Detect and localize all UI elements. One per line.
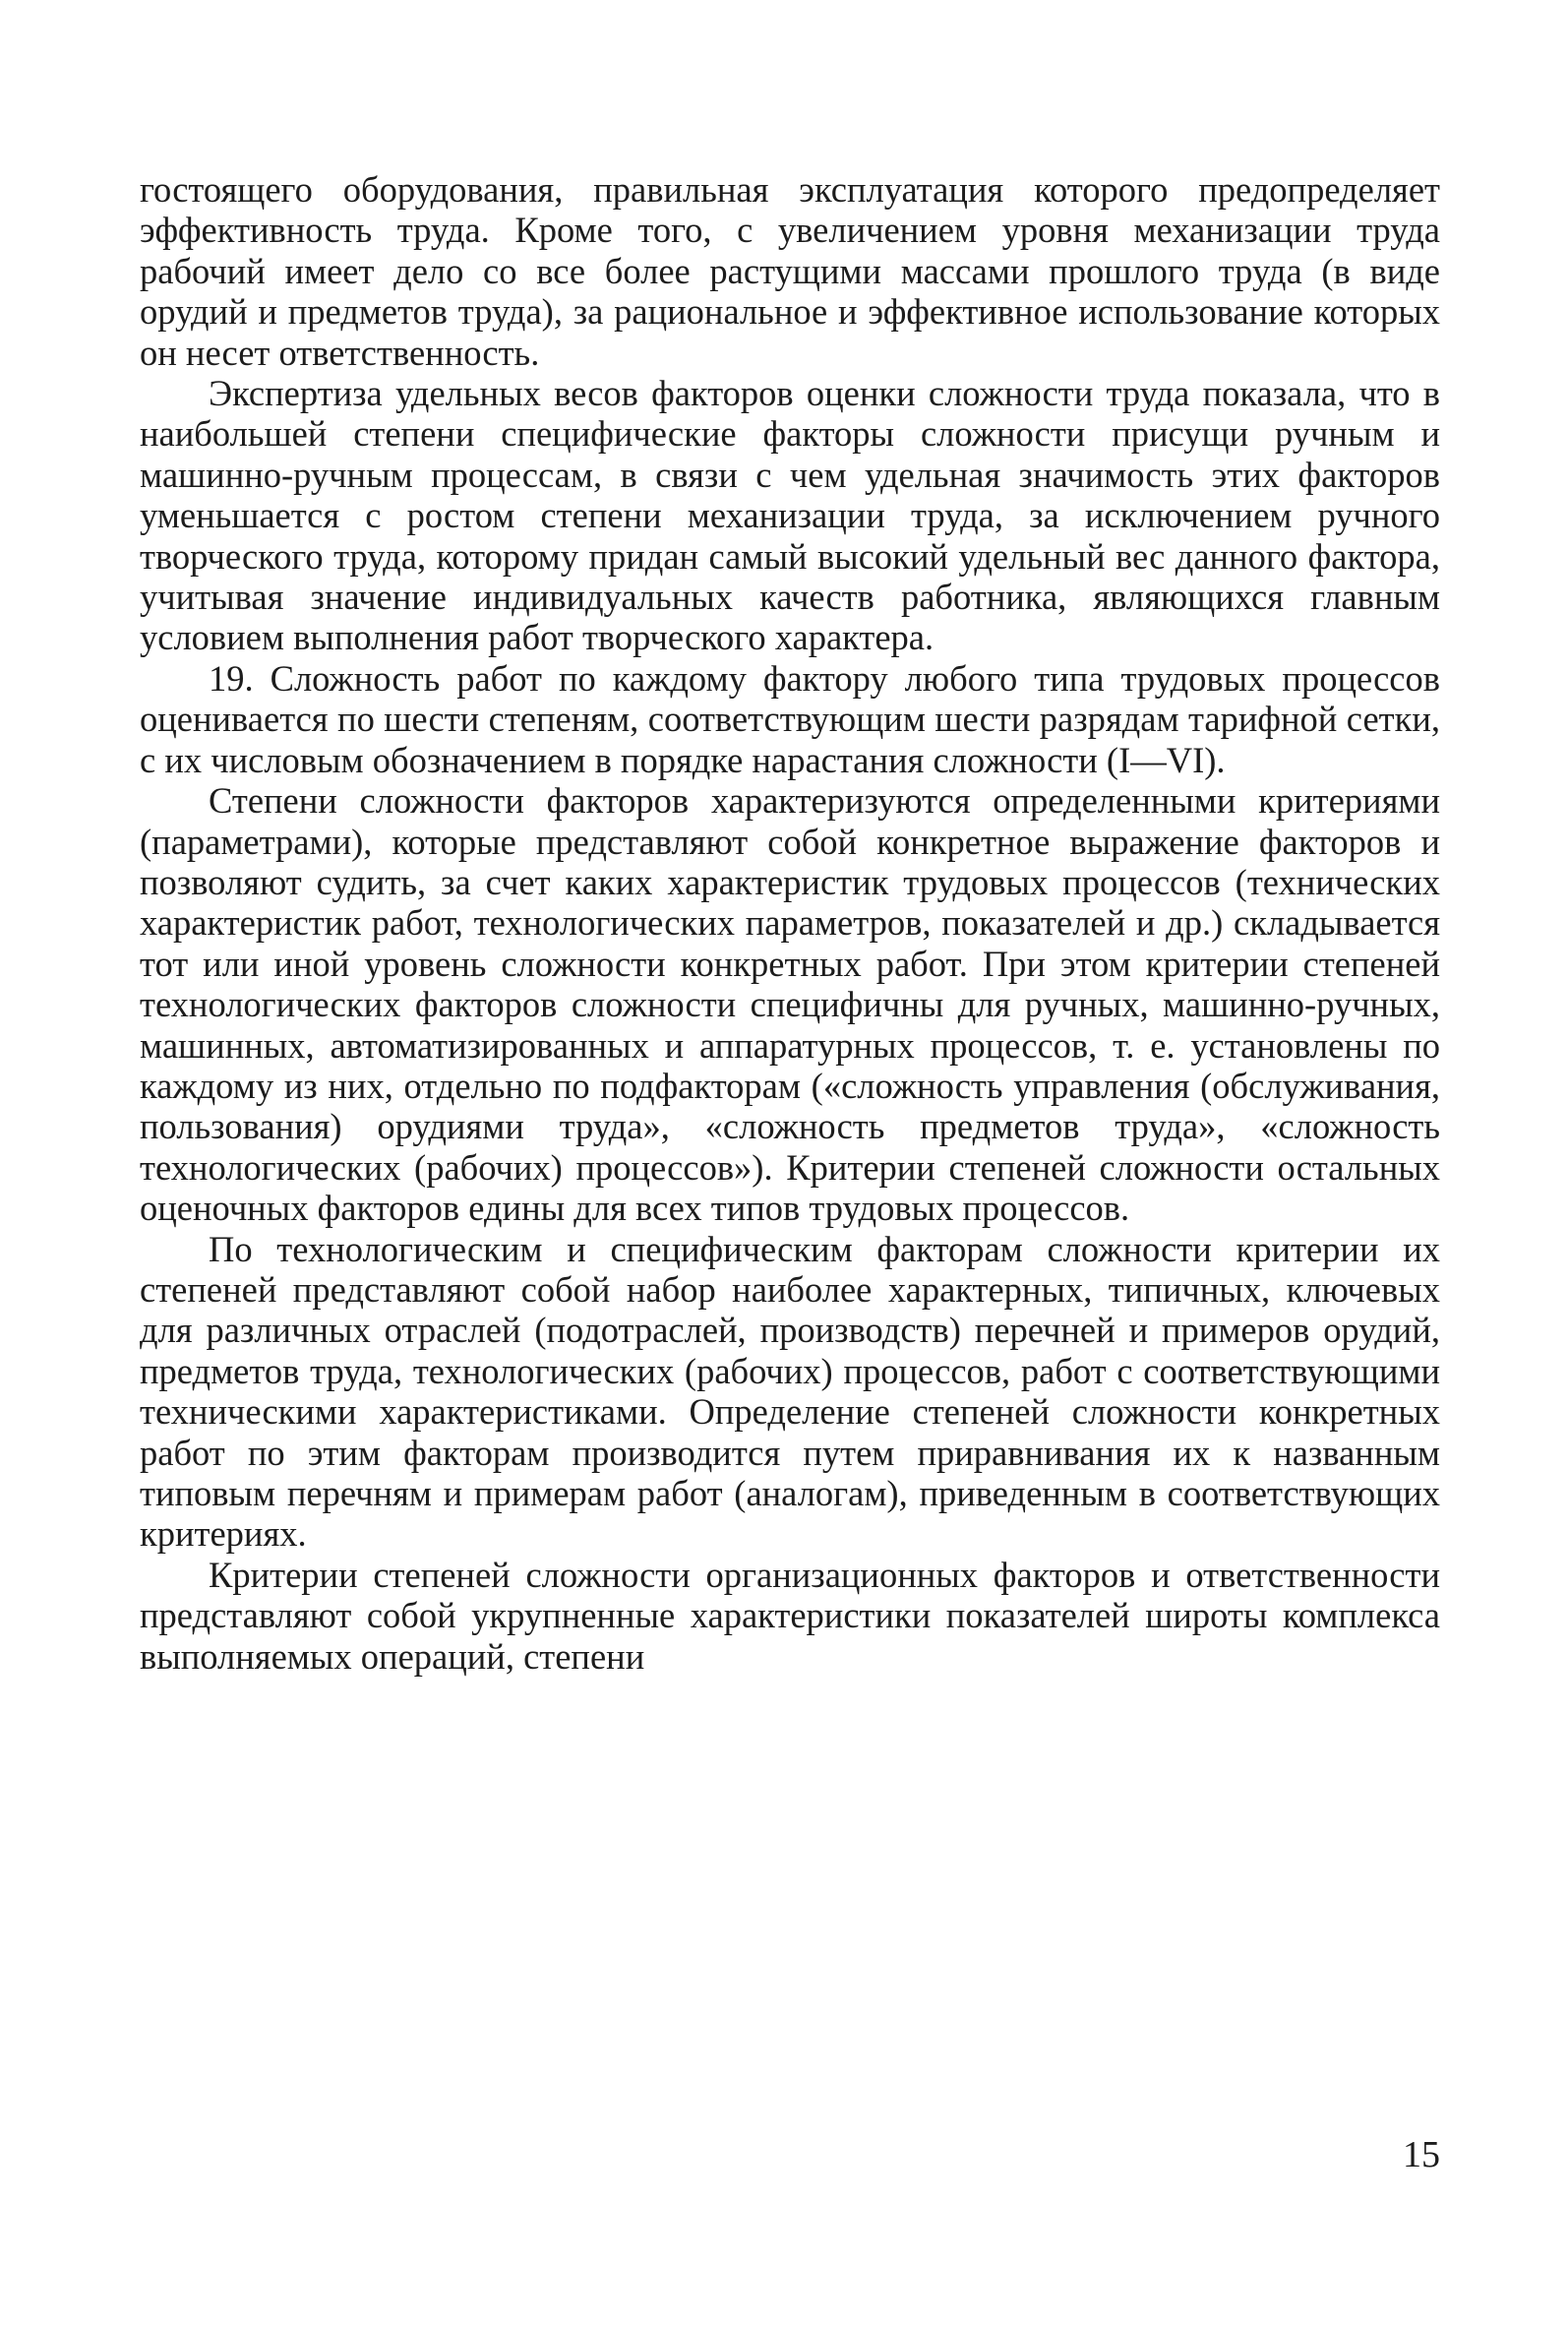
paragraph-organizational-factors: Критерии степеней сложности организационных факторов и ответственности представляют собой укрупненные характеристики показателей широты комплекса выполняемых операций, степени <box>140 1554 1440 1677</box>
paragraph-expertise: Экспертиза удельных весов факторов оценки сложности труда показала, что в наибольшей степени специфические факторы сложности присущи ручным и машинно-ручным процессам, в связи с чем удельная значимость этих факторов уменьшается с ростом степени механизации труда, за исключением ручного творческого труда, которому придан самый высокий удельный вес данного фактора, учитывая значение индивидуальных качеств работника, являющихся главным условием выполнения работ творческого характера. <box>140 373 1440 658</box>
paragraph-item-19: 19. Сложность работ по каждому фактору любого типа трудовых процессов оценивается по шести степеням, соответствующим шести разрядам тарифной сетки, с их числовым обозначением в порядке нарастания сложности (I—VI). <box>140 657 1440 780</box>
page-body <box>140 169 1440 1677</box>
paragraph-criteria: Степени сложности факторов характеризуются определенными критериями (параметрами), которые представляют собой конкретное выражение факторов и позволяют судить, за счет каких характеристик трудовых процессов (технических характеристик работ, технологических параметров, показателей и др.) складывается тот или иной уровень сложности конкретных работ. При этом критерии степеней технологических факторов сложности специфичны для ручных, машинно-ручных, машинных, автоматизированных и аппаратурных процессов, т. е. установлены по каждому из них, отдельно по подфакторам («сложность управления (обслуживания, пользования) орудиями труда», «сложность предметов труда», «сложность технологических (рабочих) процессов»). Критерии степеней сложности остальных оценочных факторов едины для всех типов трудовых процессов. <box>140 780 1440 1229</box>
page-number: 15 <box>1403 2134 1440 2175</box>
paragraph-continuation: гостоящего оборудования, правильная эксплуатация которого предопределяет эффективность труда. Кроме того, с увеличением уровня механизации труда рабочий имеет дело со все более растущими массами прошлого труда (в виде орудий и предметов труда), за рациональное и эффективное использование которых он несет ответственность. <box>140 169 1440 373</box>
paragraph-technological-factors: По технологическим и специфическим факторам сложности критерии их степеней представляют собой набор наиболее характерных, типичных, ключевых для различных отраслей (подотраслей, производств) перечней и примеров орудий, предметов труда, технологических (рабочих) процессов, работ с соответствующими техническими характеристиками. Определение степеней сложности конкретных работ по этим факторам производится путем приравнивания их к названным типовым перечням и примерам работ (аналогам), приведенным в соответствующих критериях. <box>140 1228 1440 1555</box>
